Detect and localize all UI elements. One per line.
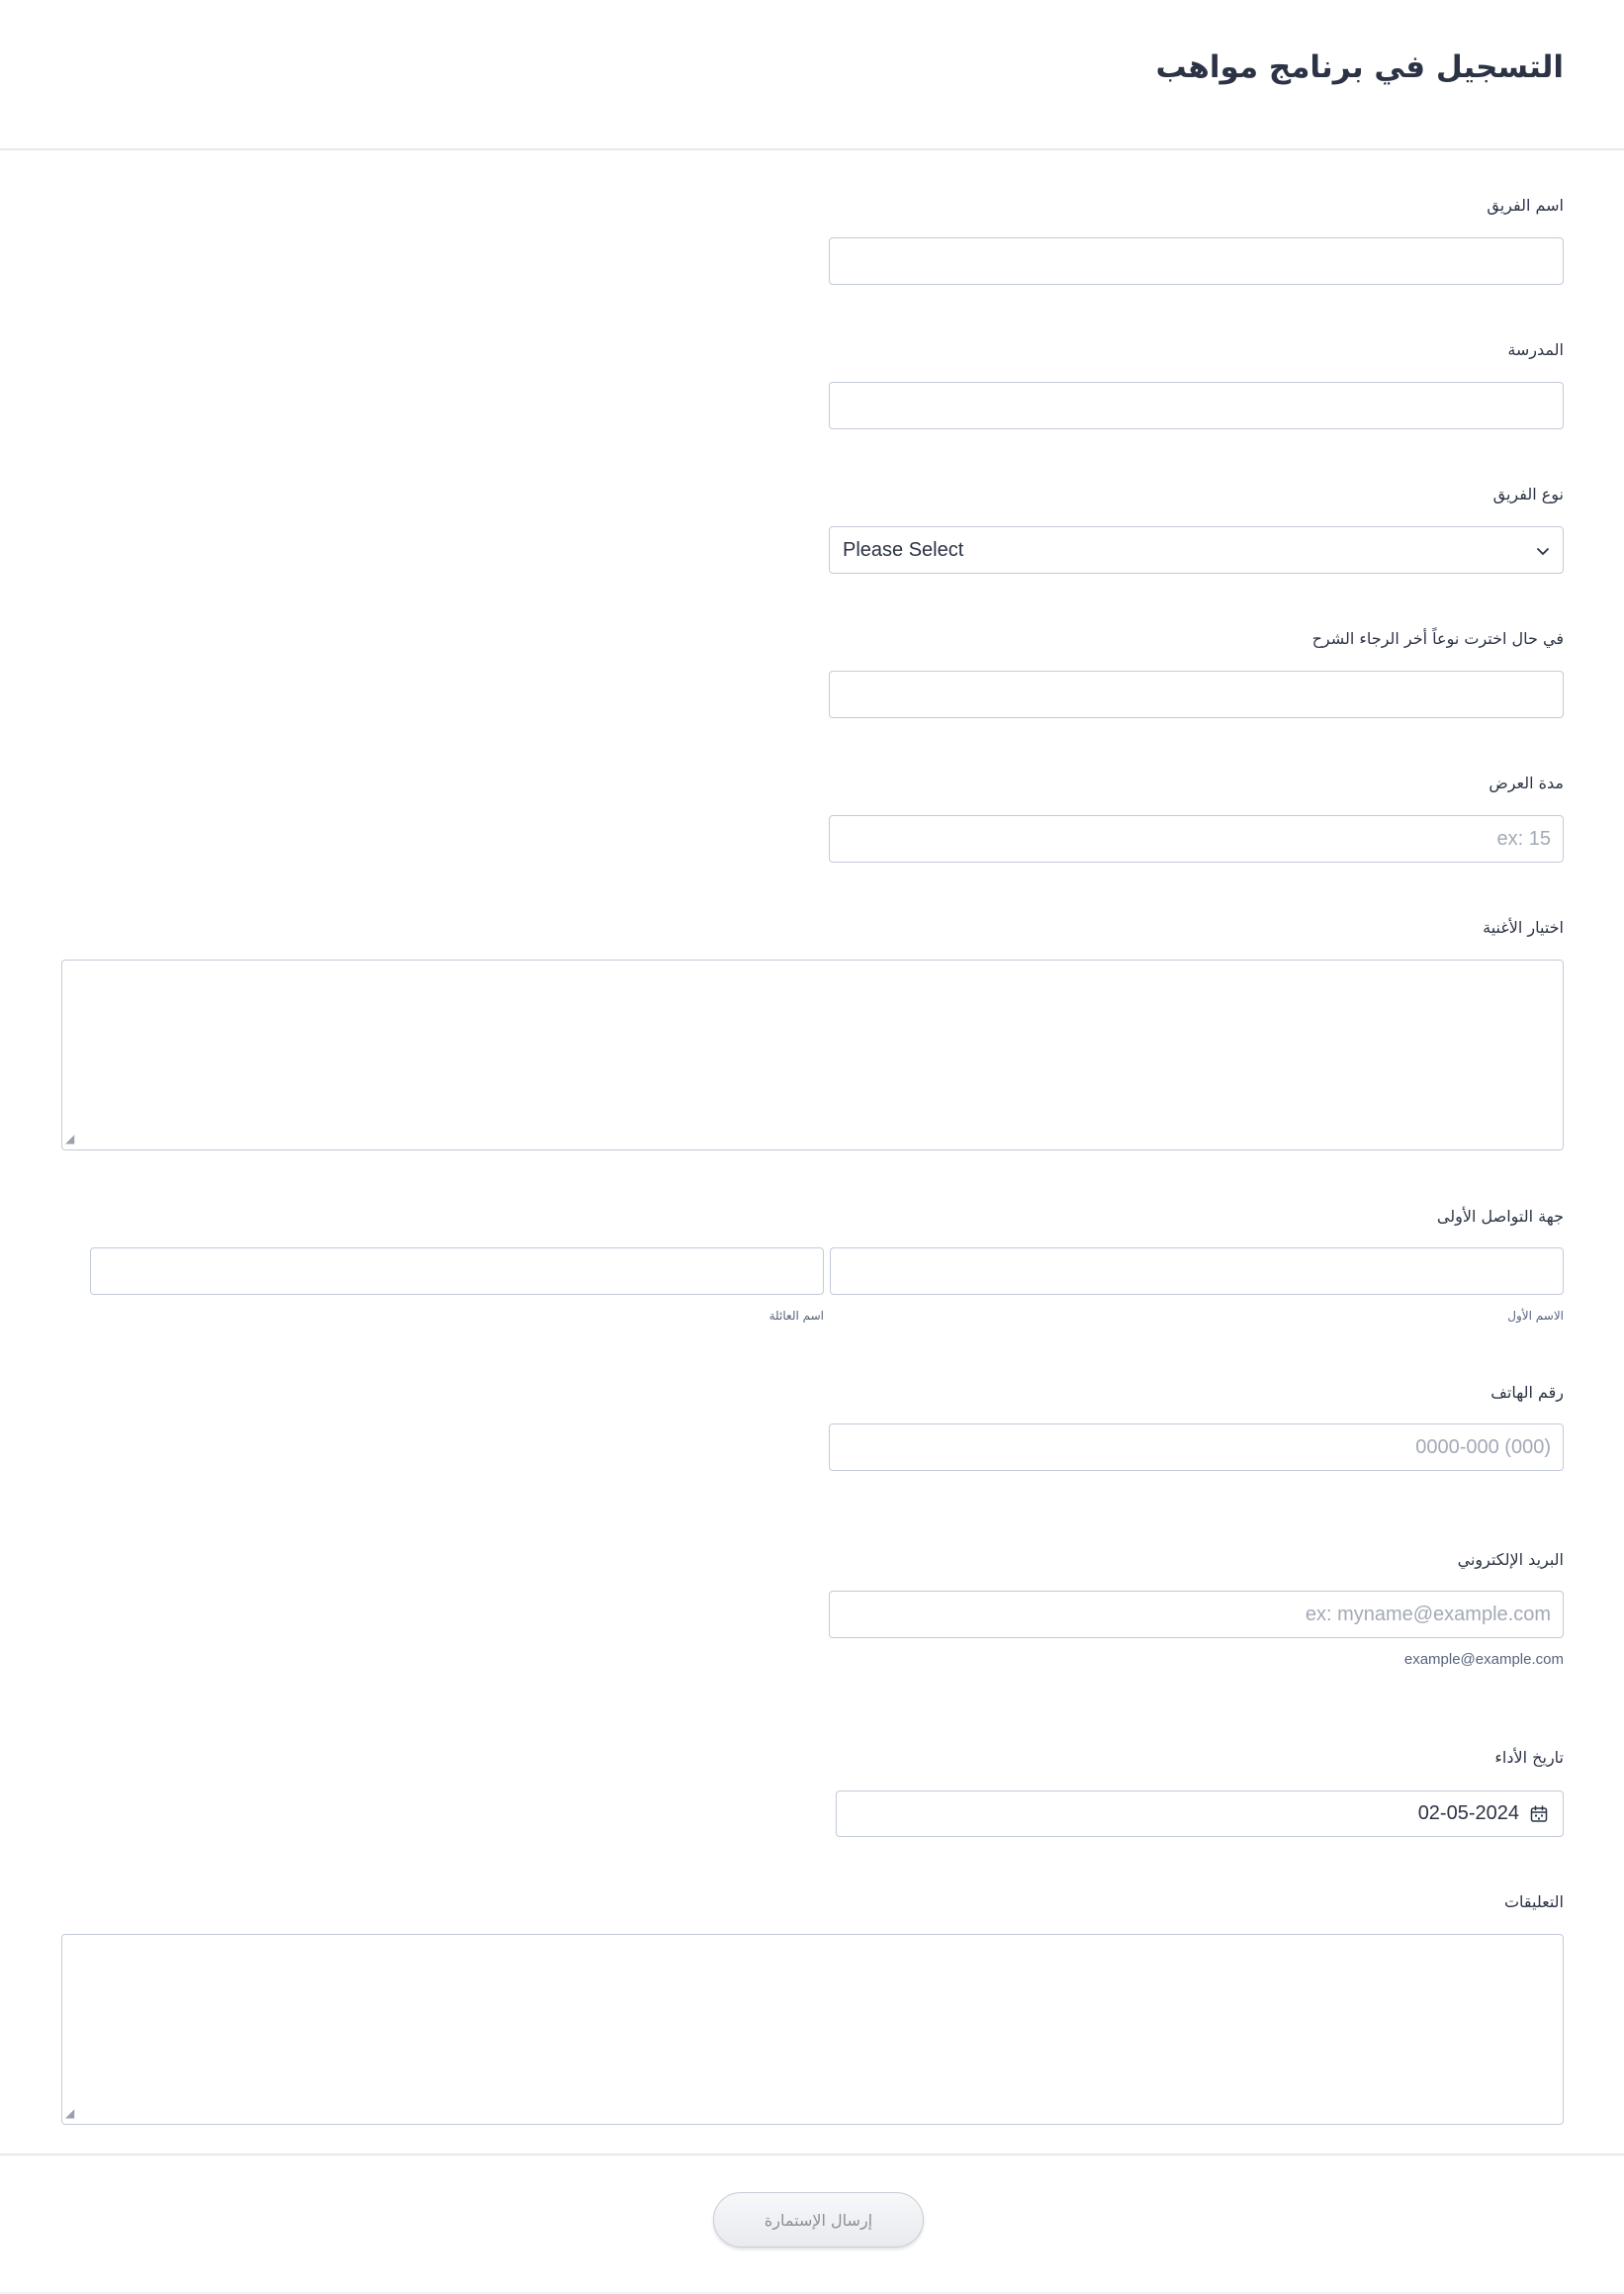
duration-input[interactable]	[829, 815, 1564, 863]
submit-button[interactable]: إرسال الإستمارة	[713, 2192, 924, 2248]
team-name-input[interactable]	[829, 237, 1564, 285]
performance-date-input[interactable]	[836, 1790, 1564, 1837]
team-type-select[interactable]	[829, 526, 1564, 574]
form-header	[0, 0, 1624, 150]
calendar-icon[interactable]	[1529, 1804, 1549, 1824]
email-input[interactable]	[829, 1591, 1564, 1638]
primary-contact-label: جهة التواصل الأولى	[1436, 1207, 1564, 1226]
team-type-label: نوع الفريق	[1492, 485, 1564, 504]
phone-input[interactable]	[829, 1423, 1564, 1471]
last-name-sublabel: اسم العائلة	[768, 1309, 824, 1323]
email-label: البريد الإلكتروني	[1457, 1550, 1564, 1569]
school-label: المدرسة	[1507, 340, 1564, 359]
resize-handle-icon[interactable]: ◢	[65, 1132, 75, 1146]
song-choice-textarea[interactable]	[61, 960, 1564, 1150]
school-input[interactable]	[829, 382, 1564, 429]
team-type-selected-value: Please Select	[843, 539, 964, 561]
other-type-label: في حال اخترت نوعاً أخر الرجاء الشرح	[1311, 629, 1564, 648]
performance-date-label: تاريخ الأداء	[1494, 1748, 1564, 1767]
first-name-input[interactable]	[830, 1247, 1564, 1295]
comments-label: التعليقات	[1503, 1892, 1564, 1911]
chevron-down-icon	[1535, 543, 1551, 559]
duration-label: مدة العرض	[1489, 774, 1564, 792]
performance-date-value: 02-05-2024	[1417, 1802, 1519, 1824]
form-footer	[0, 2154, 1624, 2294]
song-choice-label: اختيار الأغنية	[1483, 918, 1564, 937]
last-name-input[interactable]	[90, 1247, 824, 1295]
other-type-input[interactable]	[829, 671, 1564, 718]
email-hint: example@example.com	[1403, 1651, 1564, 1668]
first-name-sublabel: الاسم الأول	[1507, 1309, 1564, 1323]
resize-handle-icon[interactable]: ◢	[65, 2106, 75, 2120]
form-title: التسجيل في برنامج مواهب	[1155, 49, 1564, 85]
team-name-label: اسم الفريق	[1487, 196, 1564, 215]
phone-label: رقم الهاتف	[1490, 1383, 1564, 1402]
comments-textarea[interactable]	[61, 1934, 1564, 2125]
